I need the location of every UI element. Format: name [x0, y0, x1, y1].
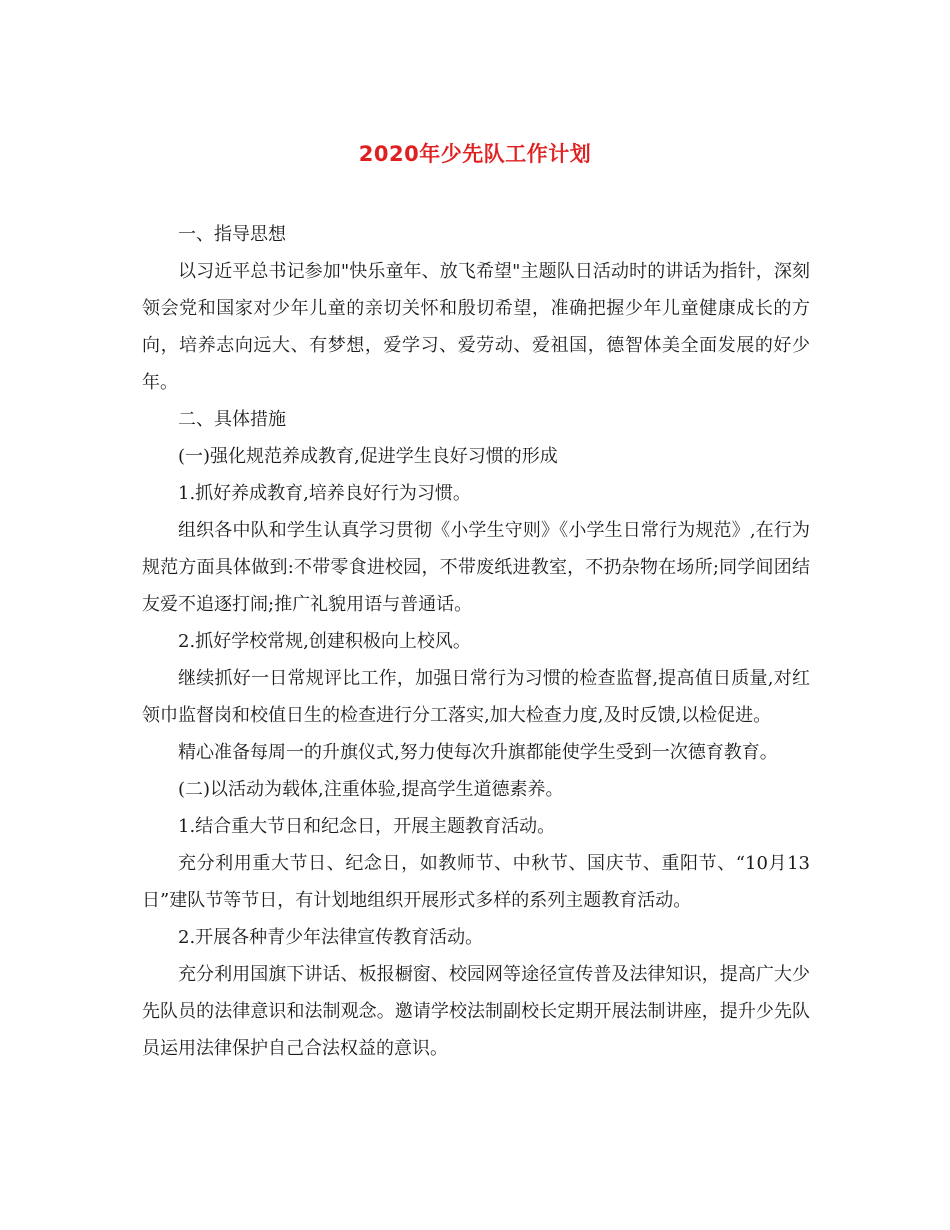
subsection-heading: (一)强化规范养成教育,促进学生良好习惯的形成: [178, 446, 558, 467]
paragraph: 继续抓好一日常规评比工作，加强日常行为习惯的检查监督,提高值日质量,对红领巾监督岗和校值日生的检查进行分工落实,加大检查力度,及时反馈,以检促进。: [142, 668, 810, 726]
item-heading: 1.结合重大节日和纪念日，开展主题教育活动。: [178, 816, 556, 837]
item-heading: 2.开展各种青少年法律宣传教育活动。: [178, 927, 484, 948]
section-heading-guiding-ideology: 一、指导思想: [178, 224, 286, 245]
paragraph: 精心准备每周一的升旗仪式,努力使每次升旗都能使学生受到一次德育教育。: [178, 742, 778, 763]
subsection-heading: (二)以活动为载体,注重体验,提高学生道德素养。: [178, 779, 564, 800]
item-heading: 1.抓好养成教育,培养良好行为习惯。: [178, 483, 471, 504]
paragraph: 充分利用国旗下讲话、板报橱窗、校园网等途径宣传普及法律知识，提高广大少先队员的法律意识和法制观念。邀请学校法制副校长定期开展法制讲座，提升少先队员运用法律保护自己合法权益的意识。: [142, 964, 810, 1059]
item-heading: 2.抓好学校常规,创建积极向上校风。: [178, 631, 471, 652]
paragraph: 组织各中队和学生认真学习贯彻《小学生守则》《小学生日常行为规范》,在行为规范方面具体做到:不带零食进校园，不带废纸进教室，不扔杂物在场所;同学间团结友爱不追逐打闹;推广礼貌用语与普通话。: [142, 520, 810, 615]
paragraph: 充分利用重大节日、纪念日，如教师节、中秋节、国庆节、重阳节、“10月13日”建队节等节日，有计划地组织开展形式多样的系列主题教育活动。: [142, 853, 810, 911]
document-title: 2020年少先队工作计划: [358, 142, 592, 166]
section-heading-specific-measures: 二、具体措施: [178, 409, 286, 430]
paragraph: 以习近平总书记参加"快乐童年、放飞希望"主题队日活动时的讲话为指针，深刻领会党和国家对少年儿童的亲切关怀和殷切希望，准确把握少年儿童健康成长的方向，培养志向远大、有梦想，爱学习、爱劳动、爱祖国，德智体美全面发展的好少年。: [142, 261, 810, 393]
document-body: [142, 216, 810, 1067]
